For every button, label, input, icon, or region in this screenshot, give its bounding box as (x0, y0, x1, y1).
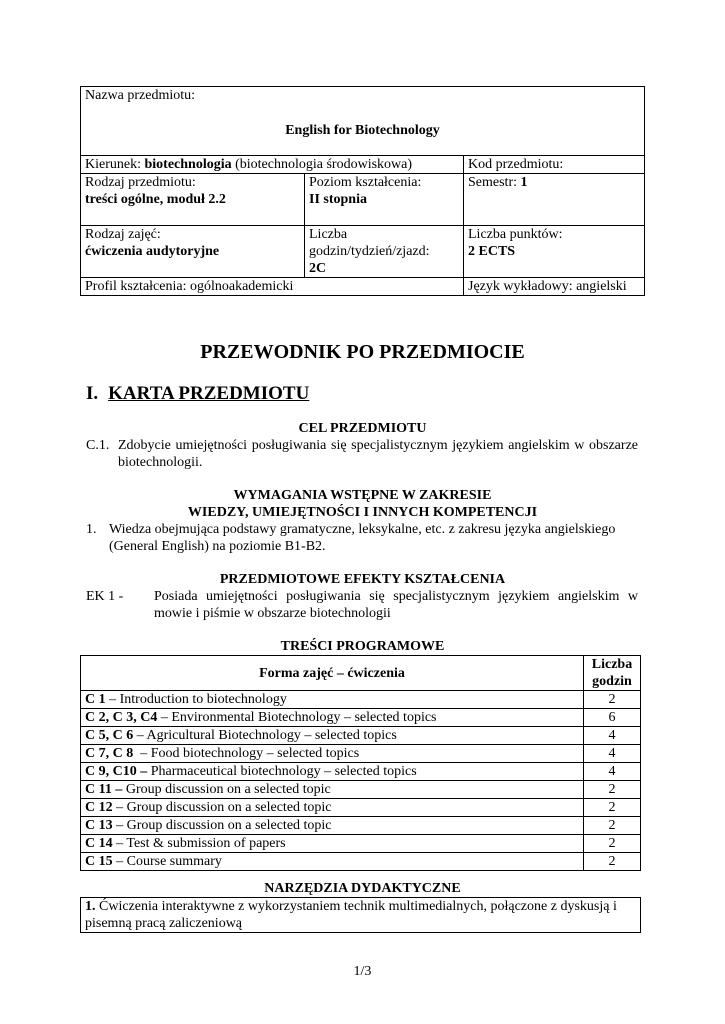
table-row (81, 745, 641, 763)
row-code: C 7, C 8 (85, 746, 134, 761)
row-hours: 2 (584, 853, 641, 871)
row-code: C 14 (85, 836, 113, 851)
cel-item (86, 437, 638, 471)
row-text: – Environmental Biotechnology – selected topics (157, 710, 437, 725)
row-hours: 2 (584, 799, 641, 817)
kod-label: Kod przedmiotu: (468, 157, 564, 172)
table-row (81, 691, 641, 709)
tresci-col-forma: Forma zajęć – ćwiczenia (81, 656, 584, 691)
narzedzia-item-code: 1. (85, 899, 96, 914)
narzedzia-item-text: Ćwiczenia interaktywne z wykorzystaniem technik multimedialnych, połączone z dyskusją i pisemną pracą zaliczeniową (85, 899, 617, 931)
rodzaj-przedmiotu-value: treści ogólne, moduł 2.2 (85, 192, 226, 207)
liczba-punktow-value: 2 ECTS (468, 244, 516, 259)
efekty-item-code: EK 1 - (86, 589, 124, 604)
kierunek-extra: (biotechnologia środowiskowa) (235, 157, 413, 172)
profil-cell: Profil kształcenia: ogólnoakademicki (81, 278, 464, 296)
page-number: 1/3 (353, 964, 372, 979)
efekty-item-text: Posiada umiejętności posługiwania się specjalistycznym językiem angielskim w mowie i piśmie w obszarze biotechnologii (154, 589, 638, 621)
row-code: C 5, C 6 (85, 728, 134, 743)
rodzaj-przedmiotu-label: Rodzaj przedmiotu: (85, 175, 196, 190)
cel-item-code: C.1. (86, 438, 110, 453)
semestr-label: Semestr: (468, 175, 517, 190)
row-text: – Group discussion on a selected topic (112, 818, 332, 833)
liczba-godzin-cell (305, 226, 464, 278)
row-text: – Test & submission of papers (112, 836, 286, 851)
efekty-heading: PRZEDMIOTOWE EFEKTY KSZTAŁCENIA (219, 572, 506, 587)
rodzaj-zajec-value: ćwiczenia audytoryjne (85, 244, 220, 259)
row-text: Group discussion on a selected topic (122, 782, 331, 797)
row-text: – Food biotechnology – selected topics (133, 746, 360, 761)
liczba-godzin-label: Liczba godzin/tydzień/zjazd: (309, 227, 430, 259)
row-text: Pharmaceutical biotechnology – selected topics (147, 764, 417, 779)
rodzaj-zajec-label: Rodzaj zajęć: (85, 227, 161, 242)
row-hours: 2 (584, 781, 641, 799)
kod-cell (464, 156, 645, 174)
row-text: – Agricultural Biotechnology – selected topics (133, 728, 397, 743)
course-name-cell (81, 87, 645, 156)
efekty-item (86, 588, 638, 622)
page-title: PRZEWODNIK PO PRZEDMIOCIE (200, 341, 525, 363)
rodzaj-zajec-cell (81, 226, 305, 278)
kierunek-value: biotechnologia (144, 157, 232, 172)
row-text: – Group discussion on a selected topic (112, 800, 332, 815)
cel-heading: CEL PRZEDMIOTU (298, 421, 427, 436)
wymagania-heading-2: WIEDZY, UMIEJĘTNOŚCI I INNYCH KOMPETENCJI (187, 505, 538, 520)
narzedzia-table (80, 897, 641, 933)
table-row (81, 709, 641, 727)
row-code: C 11 – (85, 782, 123, 797)
wymagania-item-code: 1. (86, 522, 97, 537)
cel-item-text: Zdobycie umiejętności posługiwania się specjalistycznym językiem angielskim w obszarze biotechnologii. (118, 438, 638, 470)
jezyk-cell: Język wykładowy: angielski (464, 278, 645, 296)
course-info-table (80, 86, 645, 296)
row-code: C 1 (85, 692, 106, 707)
section-heading-karta (86, 382, 309, 406)
liczba-punktow-label: Liczba punktów: (468, 227, 563, 242)
course-name-value: English for Biotechnology (285, 123, 440, 138)
row-code: C 9, C10 – (85, 764, 148, 779)
table-row (81, 781, 641, 799)
course-name-label: Nazwa przedmiotu: (85, 88, 196, 103)
row-code: C 12 (85, 800, 113, 815)
row-code: C 13 (85, 818, 113, 833)
poziom-label: Poziom kształcenia: (309, 175, 422, 190)
poziom-value: II stopnia (309, 192, 367, 207)
row-text: – Introduction to biotechnology (105, 692, 287, 707)
table-row (81, 763, 641, 781)
poziom-cell (305, 174, 464, 226)
table-row (81, 799, 641, 817)
kierunek-label: Kierunek: (85, 157, 141, 172)
karta-label: KARTA PRZEDMIOTU (108, 383, 310, 404)
row-code: C 2, C 3, C4 (85, 710, 158, 725)
row-hours: 6 (584, 709, 641, 727)
rodzaj-przedmiotu-cell (81, 174, 305, 226)
semestr-cell (464, 174, 645, 226)
tresci-table (80, 655, 641, 871)
row-hours: 2 (584, 817, 641, 835)
kierunek-cell (81, 156, 464, 174)
liczba-punktow-cell (464, 226, 645, 278)
wymagania-item-text: Wiedza obejmująca podstawy gramatyczne, leksykalne, etc. z zakresu języka angielskiego (General English) na poziomie B1-B2. (109, 522, 616, 554)
table-row (81, 817, 641, 835)
row-hours: 4 (584, 763, 641, 781)
row-hours: 2 (584, 691, 641, 709)
table-row (81, 727, 641, 745)
row-hours: 4 (584, 745, 641, 763)
row-code: C 15 (85, 854, 113, 869)
tresci-heading: TREŚCI PROGRAMOWE (280, 639, 445, 654)
row-text: – Course summary (112, 854, 222, 869)
tresci-col-liczba: Liczba godzin (584, 656, 641, 691)
narzedzia-heading: NARZĘDZIA DYDAKTYCZNE (264, 881, 461, 896)
wymagania-heading-1: WYMAGANIA WSTĘPNE W ZAKRESIE (233, 488, 492, 503)
semestr-value: 1 (520, 175, 528, 190)
wymagania-item (86, 521, 638, 555)
row-hours: 2 (584, 835, 641, 853)
karta-number: I. (86, 383, 99, 404)
table-row (81, 853, 641, 871)
liczba-godzin-value: 2C (309, 261, 327, 276)
narzedzia-row (81, 898, 641, 933)
row-hours: 4 (584, 727, 641, 745)
table-row (81, 835, 641, 853)
